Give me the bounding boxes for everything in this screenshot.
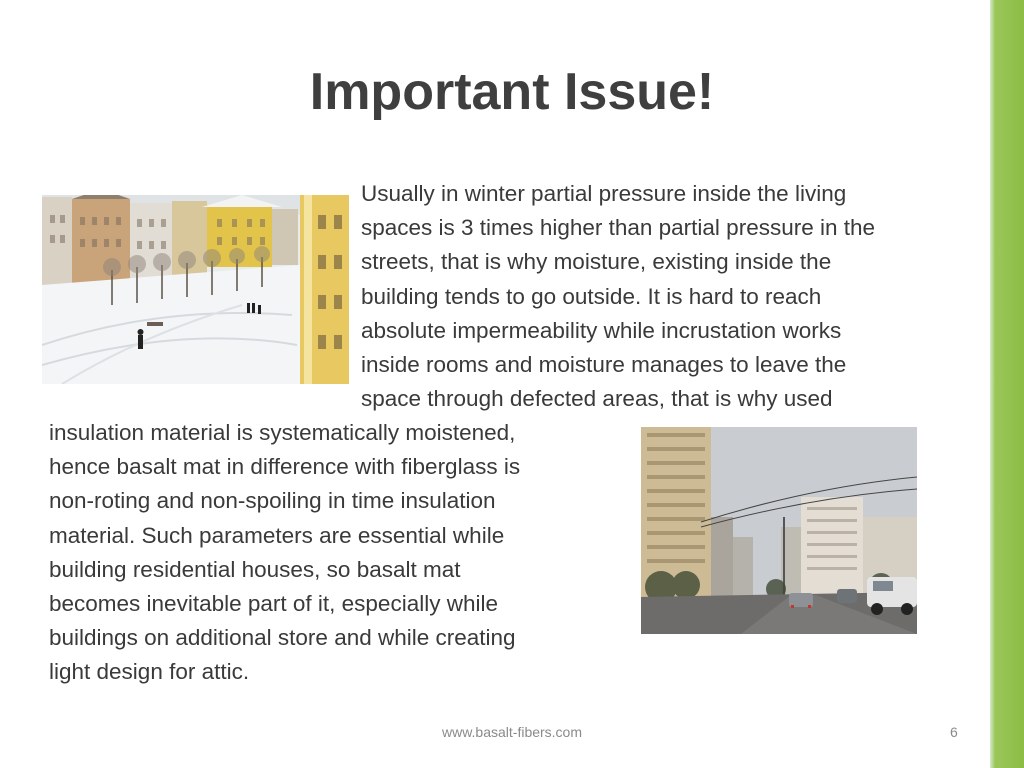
footer-url: www.basalt-fibers.com [441, 724, 583, 740]
winter-street-photo [42, 195, 349, 384]
rainy-city-street-photo [641, 427, 917, 634]
page-number: 6 [950, 724, 958, 740]
slide-title: Important Issue! [309, 63, 715, 121]
paragraph-top: Usually in winter partial pressure inside the living spaces is 3 times higher than partial pressure in the streets, that is why moisture, existing inside the building tends to go outside. It is hard to reach absolute impermeability while incrustation works inside rooms and moisture manages to leave the space through defected areas, that is why used [361, 181, 876, 412]
paragraph-bottom: insulation material is systematically moistened, hence basalt mat in difference with fiberglass is non-roting and non-spoiling in time insulation material. Such parameters are essential while building residential houses, so basalt mat becomes inevitable part of it, especially while buildings on additional store and while creating light design for attic. [49, 420, 521, 685]
